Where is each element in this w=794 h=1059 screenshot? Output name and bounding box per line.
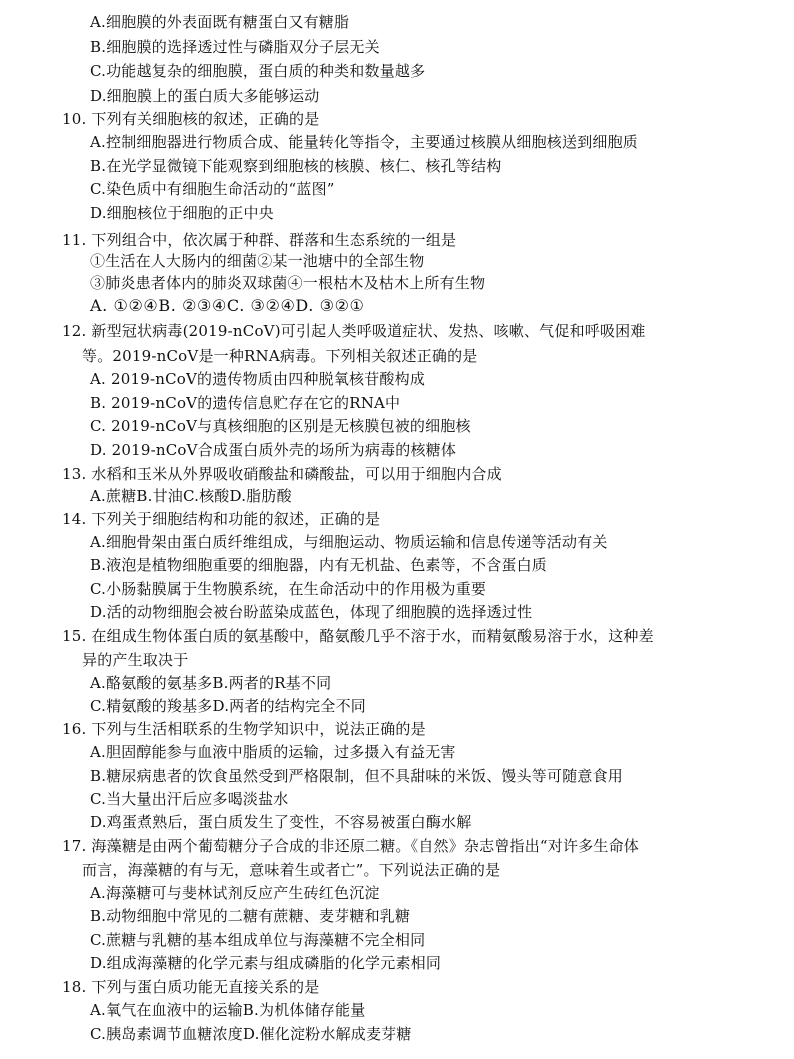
q12-option-a: A. 2019-nCoV的遗传物质由四种脱氧核苷酸构成 bbox=[90, 370, 426, 388]
q14-option-a: A.细胞骨架由蛋白质纤维组成，与细胞运动、物质运输和信息传递等活动有关 bbox=[90, 533, 608, 551]
q12-stem-line1: 12. 新型冠状病毒(2019-nCoV)可引起人类呼吸道症状、发热、咳嗽、气促和呼吸困难 bbox=[62, 322, 646, 340]
q11-stem: 11. 下列组合中，依次属于种群、群落和生态系统的一组是 bbox=[62, 231, 457, 249]
q17-stem-line2: 而言，海藻糖的有与无，意味着生或者亡”。下列说法正确的是 bbox=[82, 861, 501, 879]
q9-option-b: B.细胞膜的选择透过性与磷脂双分子层无关 bbox=[90, 38, 380, 56]
q12-option-c: C. 2019-nCoV与真核细胞的区别是无核膜包被的细胞核 bbox=[90, 417, 471, 435]
q11-options: A. ①②④B. ②③④C. ③②④D. ③②① bbox=[90, 296, 365, 315]
q17-option-d: D.组成海藻糖的化学元素与组成磷脂的化学元素相同 bbox=[90, 954, 442, 972]
q15-stem-line2: 异的产生取决于 bbox=[82, 651, 189, 669]
q17-option-b: B.动物细胞中常见的二糖有蔗糖、麦芽糖和乳糖 bbox=[90, 907, 411, 925]
q12-stem-line2: 等。2019-nCoV是一种RNA病毒。下列相关叙述正确的是 bbox=[82, 347, 478, 365]
q16-option-a: A.胆固醇能参与血液中脂质的运输，过多摄入有益无害 bbox=[90, 743, 456, 761]
q9-option-d: D.细胞膜上的蛋白质大多能够运动 bbox=[90, 87, 320, 105]
q11-items-1: ①生活在人大肠内的细菌②某一池塘中的全部生物 bbox=[90, 252, 425, 270]
q16-option-c: C.当大量出汗后应多喝淡盐水 bbox=[90, 790, 289, 808]
q10-option-c: C.染色质中有细胞生命活动的“蓝图” bbox=[90, 180, 335, 198]
q17-stem-line1: 17. 海藻糖是由两个葡萄糖分子合成的非还原二糖。《自然》杂志曾指出“对许多生命体 bbox=[62, 837, 639, 855]
q13-stem: 13. 水稻和玉米从外界吸收硝酸盐和磷酸盐，可以用于细胞内合成 bbox=[62, 465, 502, 483]
q17-option-c: C.蔗糖与乳糖的基本组成单位与海藻糖不完全相同 bbox=[90, 931, 426, 949]
q11-items-2: ③肺炎患者体内的肺炎双球菌④一根枯木及枯木上所有生物 bbox=[90, 274, 486, 292]
q18-options-ab: A.氧气在血液中的运输B.为机体储存能量 bbox=[90, 1001, 366, 1019]
q18-options-cd: C.胰岛素调节血糖浓度D.催化淀粉水解成麦芽糖 bbox=[90, 1025, 412, 1043]
q15-options-ab: A.酪氨酸的氨基多B.两者的R基不同 bbox=[90, 674, 332, 692]
q14-stem: 14. 下列关于细胞结构和功能的叙述，正确的是 bbox=[62, 510, 381, 528]
q12-option-d: D. 2019-nCoV合成蛋白质外壳的场所为病毒的核糖体 bbox=[90, 441, 457, 459]
q13-options: A.蔗糖B.甘油C.核酸D.脂肪酸 bbox=[90, 487, 292, 505]
q14-option-d: D.活的动物细胞会被台盼蓝染成蓝色，体现了细胞膜的选择透过性 bbox=[90, 603, 533, 621]
q12-option-b: B. 2019-nCoV的遗传信息贮存在它的RNA中 bbox=[90, 394, 401, 412]
q17-option-a: A.海藻糖可与斐林试剂反应产生砖红色沉淀 bbox=[90, 884, 380, 902]
q15-stem-line1: 15. 在组成生物体蛋白质的氨基酸中，酪氨酸几乎不溶于水，而精氨酸易溶于水，这种差 bbox=[62, 627, 654, 645]
q10-option-b: B.在光学显微镜下能观察到细胞核的核膜、核仁、核孔等结构 bbox=[90, 157, 502, 175]
q16-stem: 16. 下列与生活相联系的生物学知识中，说法正确的是 bbox=[62, 720, 426, 738]
q10-option-d: D.细胞核位于细胞的正中央 bbox=[90, 204, 274, 222]
q10-stem: 10. 下列有关细胞核的叙述，正确的是 bbox=[62, 110, 320, 128]
q16-option-d: D.鸡蛋煮熟后，蛋白质发生了变性，不容易被蛋白酶水解 bbox=[90, 813, 472, 831]
q10-option-a: A.控制细胞器进行物质合成、能量转化等指令，主要通过核膜从细胞核送到细胞质 bbox=[90, 133, 639, 151]
q14-option-c: C.小肠黏膜属于生物膜系统，在生命活动中的作用极为重要 bbox=[90, 580, 487, 598]
q16-option-b: B.糖尿病患者的饮食虽然受到严格限制，但不具甜味的米饭、馒头等可随意食用 bbox=[90, 767, 623, 785]
q9-option-c: C.功能越复杂的细胞膜，蛋白质的种类和数量越多 bbox=[90, 62, 426, 80]
q14-option-b: B.液泡是植物细胞重要的细胞器，内有无机盐、色素等，不含蛋白质 bbox=[90, 556, 547, 574]
q18-stem: 18. 下列与蛋白质功能无直接关系的是 bbox=[62, 978, 320, 996]
q9-option-a: A.细胞膜的外表面既有糖蛋白又有糖脂 bbox=[90, 13, 350, 31]
q15-options-cd: C.精氨酸的羧基多D.两者的结构完全不同 bbox=[90, 697, 366, 715]
